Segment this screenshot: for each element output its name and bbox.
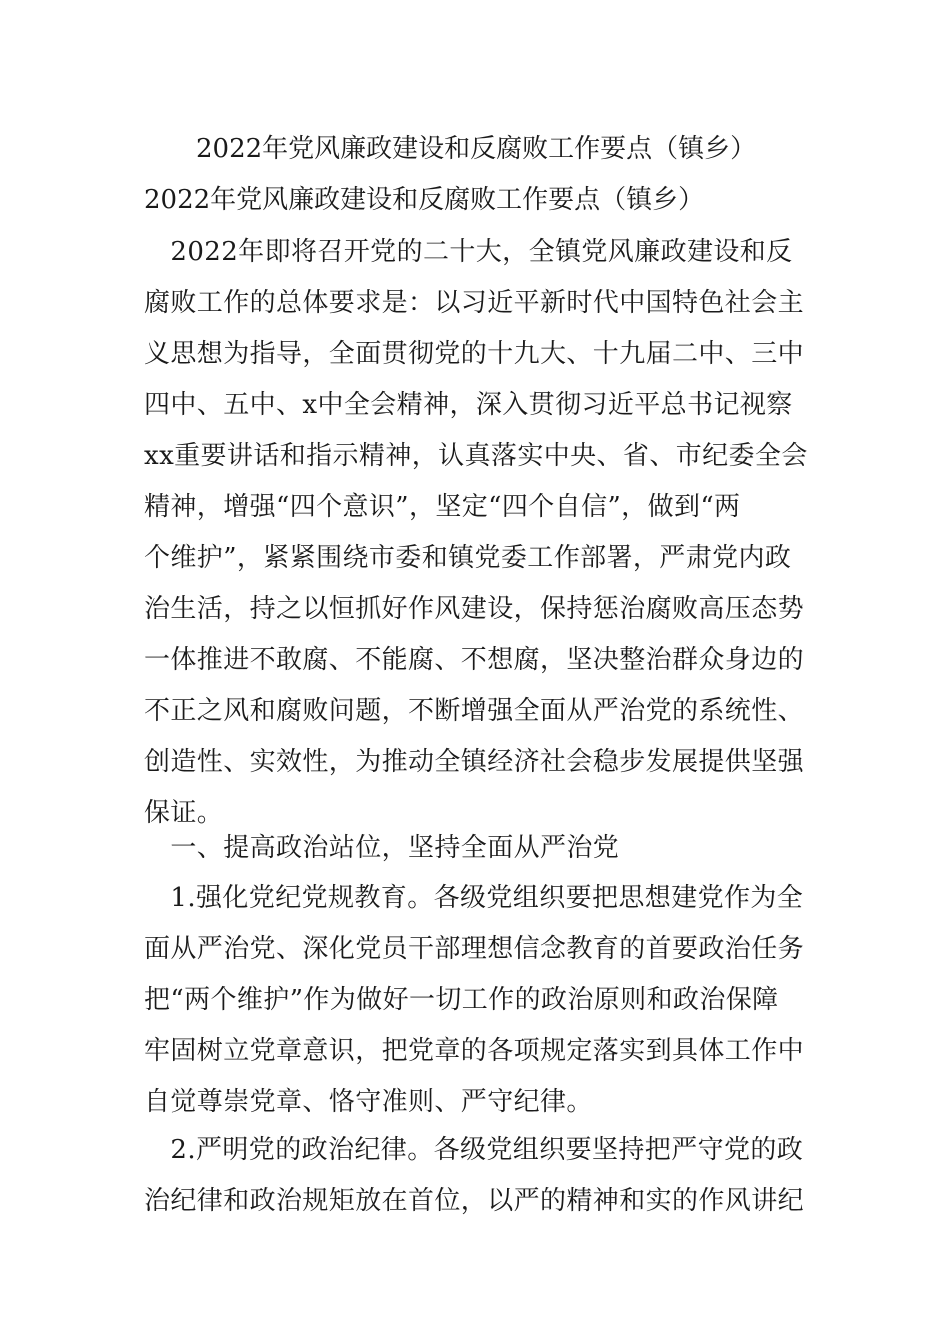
paragraph-line: 四中、五中、x中全会精神，深入贯彻习近平总书记视察 [144,390,793,420]
paragraph-line: 创造性、实效性，为推动全镇经济社会稳步发展提供坚强 [144,747,805,777]
paragraph-line: 不正之风和腐败问题，不断增强全面从严治党的系统性、 [144,696,805,726]
section-heading-text: 一、提高政治站位，坚持全面从严治党 [144,833,620,863]
item-two-paragraph [144,1125,808,1227]
paragraph-line: 治生活，持之以恒抓好作风建设，保持惩治腐败高压态势 [144,594,805,624]
paragraph-line: 2.严明党的政治纪律。各级党组织要坚持把严守党的政 [144,1135,804,1165]
item-one-paragraph [144,873,808,1128]
intro-paragraph [144,227,808,839]
paragraph-line: 1.强化党纪党规教育。各级党组织要把思想建党作为全 [144,883,804,913]
paragraph-line: 2022年即将召开党的二十大，全镇党风廉政建设和反 [144,237,793,267]
paragraph-line: xx重要讲话和指示精神，认真落实中央、省、市纪委全会 [144,441,808,471]
paragraph-line: 腐败工作的总体要求是：以习近平新时代中国特色社会主 [144,288,805,318]
paragraph-line: 治纪律和政治规矩放在首位，以严的精神和实的作风讲纪 [144,1186,805,1216]
paragraph-line: 自觉尊崇党章、恪守准则、严守纪律。 [144,1087,593,1117]
document-subtitle: 2022年党风廉政建设和反腐败工作要点（镇乡） [144,185,705,215]
paragraph-line: 把“两个维护”作为做好一切工作的政治原则和政治保障 [144,985,779,1015]
document-title: 2022年党风廉政建设和反腐败工作要点（镇乡） [196,134,757,164]
paragraph-line: 个维护”，紧紧围绕市委和镇党委工作部署，严肃党内政 [144,543,792,573]
section-heading [144,823,808,874]
paragraph-line: 精神，增强“四个意识”，坚定“四个自信”，做到“两 [144,492,741,522]
paragraph-line: 一体推进不敢腐、不能腐、不想腐，坚决整治群众身边的 [144,645,805,675]
paragraph-line: 面从严治党、深化党员干部理想信念教育的首要政治任务 [144,934,805,964]
paragraph-line: 牢固树立党章意识，把党章的各项规定落实到具体工作中 [144,1036,805,1066]
paragraph-line: 保证。 [144,798,224,828]
paragraph-line: 义思想为指导，全面贯彻党的十九大、十九届二中、三中 [144,339,805,369]
